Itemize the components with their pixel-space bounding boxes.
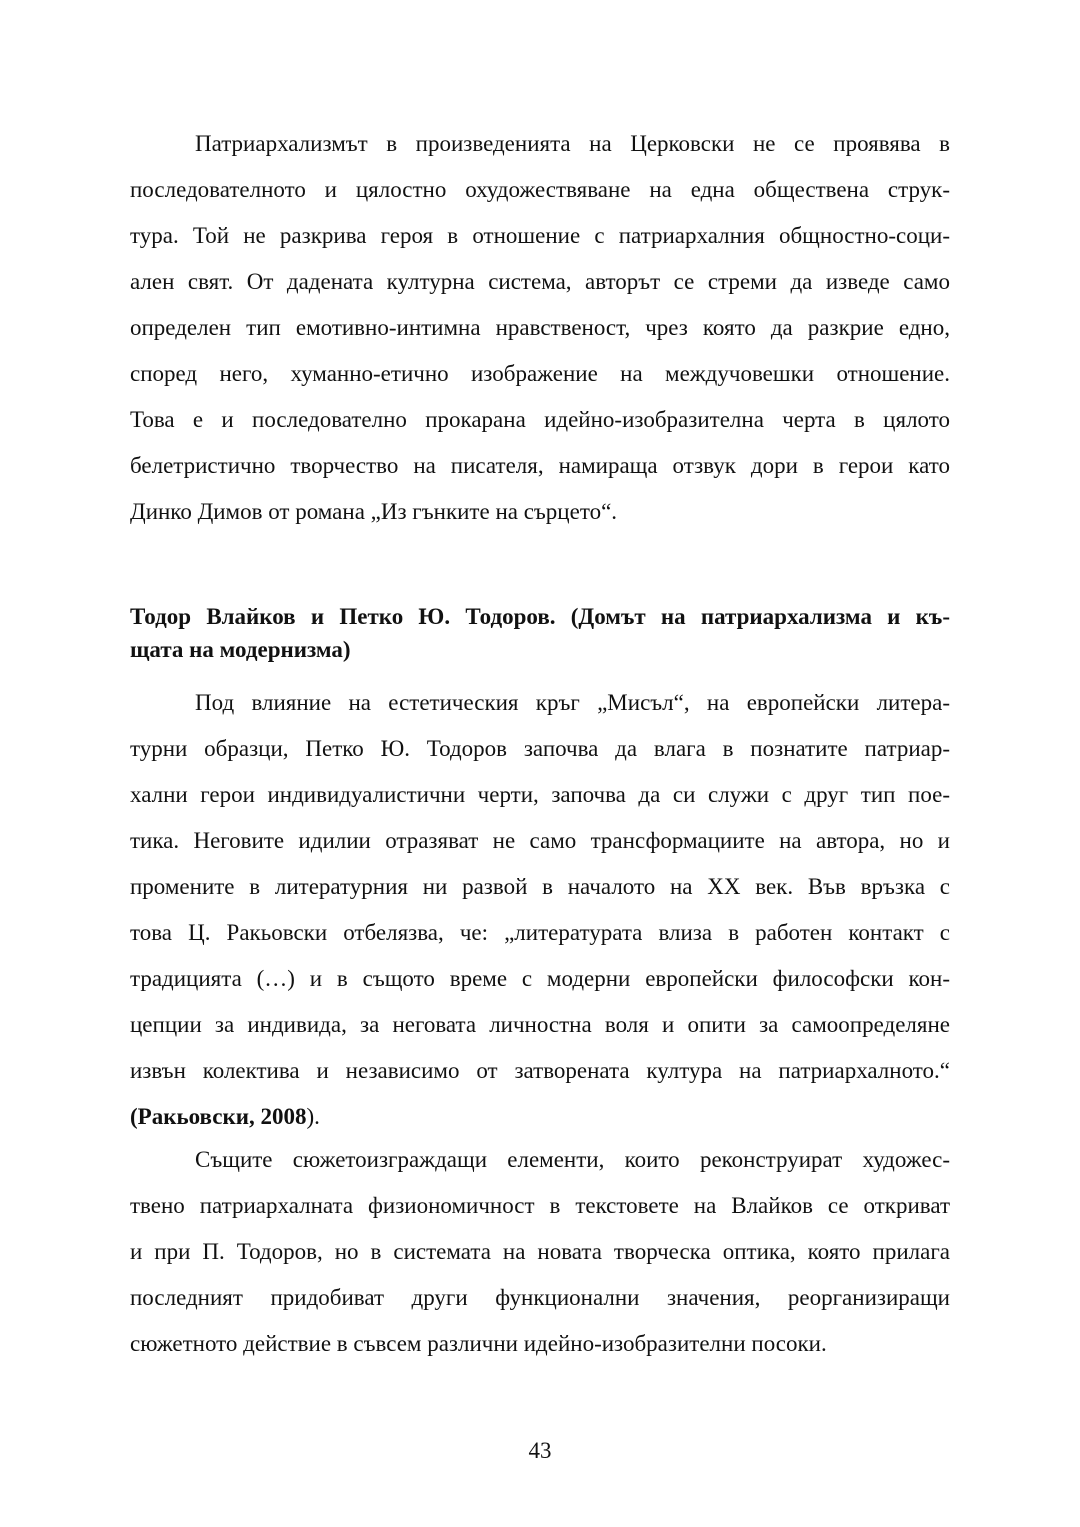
- text-line: твено патриархалната физиономичност в текстовете на Влайков се откриват: [130, 1193, 950, 1218]
- text-line: Патриархализмът в произведенията на Церковски не се проявява в: [195, 131, 950, 156]
- text-line: Динко Димов от романа „Из гънките на сърцето“.: [130, 499, 618, 524]
- text-line: последователното и цялостно охудожествяване на една обществена струк-: [130, 177, 950, 202]
- page-number: 43: [528, 1438, 552, 1463]
- text-line: тика. Неговите идилии отразяват не само трансформациите на автора, но и: [130, 828, 950, 853]
- text-line: хални герои индивидуалистични черти, започва да си служи с друг тип пое-: [130, 782, 950, 807]
- text-line: сюжетното действие в съвсем различни идейно-изобразителни посоки.: [130, 1331, 827, 1356]
- section-heading: [130, 600, 950, 666]
- heading-line: щата на модернизма): [130, 637, 351, 662]
- text-line: цепции за индивида, за неговата личностна воля и опити за самоопределяне: [130, 1012, 950, 1037]
- text-line: последният придобиват други функционални значения, реорганизиращи: [130, 1285, 950, 1310]
- heading-line: Тодор Влайков и Петко Ю. Тодоров. (Домът на патриархализма и къ-: [130, 604, 950, 629]
- text-line: извън колектива и независимо от затворената култура на патриархалното.“: [130, 1058, 950, 1083]
- text-line: Същите сюжетоизграждащи елементи, които реконструират художес-: [195, 1147, 950, 1172]
- text-line: Под влияние на естетическия кръг „Мисъл“, на европейски литера-: [195, 690, 950, 715]
- text-line: белетристично творчество на писателя, намираща отзвук дори в герои като: [130, 453, 950, 478]
- citation-tail: ).: [306, 1104, 320, 1129]
- text-line: ален свят. От дадената културна система, авторът се стреми да изведе само: [130, 269, 950, 294]
- citation: (Ракьовски, 2008: [130, 1104, 307, 1129]
- text-line: турни образци, Петко Ю. Тодоров започва да влага в познатите патриар-: [130, 736, 950, 761]
- citation-line: [130, 1094, 950, 1140]
- text-line: това Ц. Ракьовски отбелязва, че: „литературата влиза в работен контакт с: [130, 920, 950, 945]
- text-line: промените в литературния ни развой в началото на ХХ век. Във връзка с: [130, 874, 950, 899]
- text-line: определен тип емотивно-интимна нравственост, чрез която да разкрие едно,: [130, 315, 950, 340]
- text-line: тура. Той не разкрива героя в отношение с патриархалния общностно-соци-: [130, 223, 950, 248]
- text-line: Това е и последователно прокарана идейно-изобразителна черта в цялото: [130, 407, 950, 432]
- text-line: традицията (…) и в същото време с модерни европейски философски кон-: [130, 966, 950, 991]
- paragraph-tserkovski: [130, 121, 950, 535]
- text-line: и при П. Тодоров, но в системата на новата творческа оптика, която прилага: [130, 1239, 950, 1264]
- text-line: според него, хуманно-етично изображение на междучовешки отношение.: [130, 361, 950, 386]
- paragraph-todorov: [130, 680, 950, 1140]
- paragraph-vlaykov: [130, 1137, 950, 1367]
